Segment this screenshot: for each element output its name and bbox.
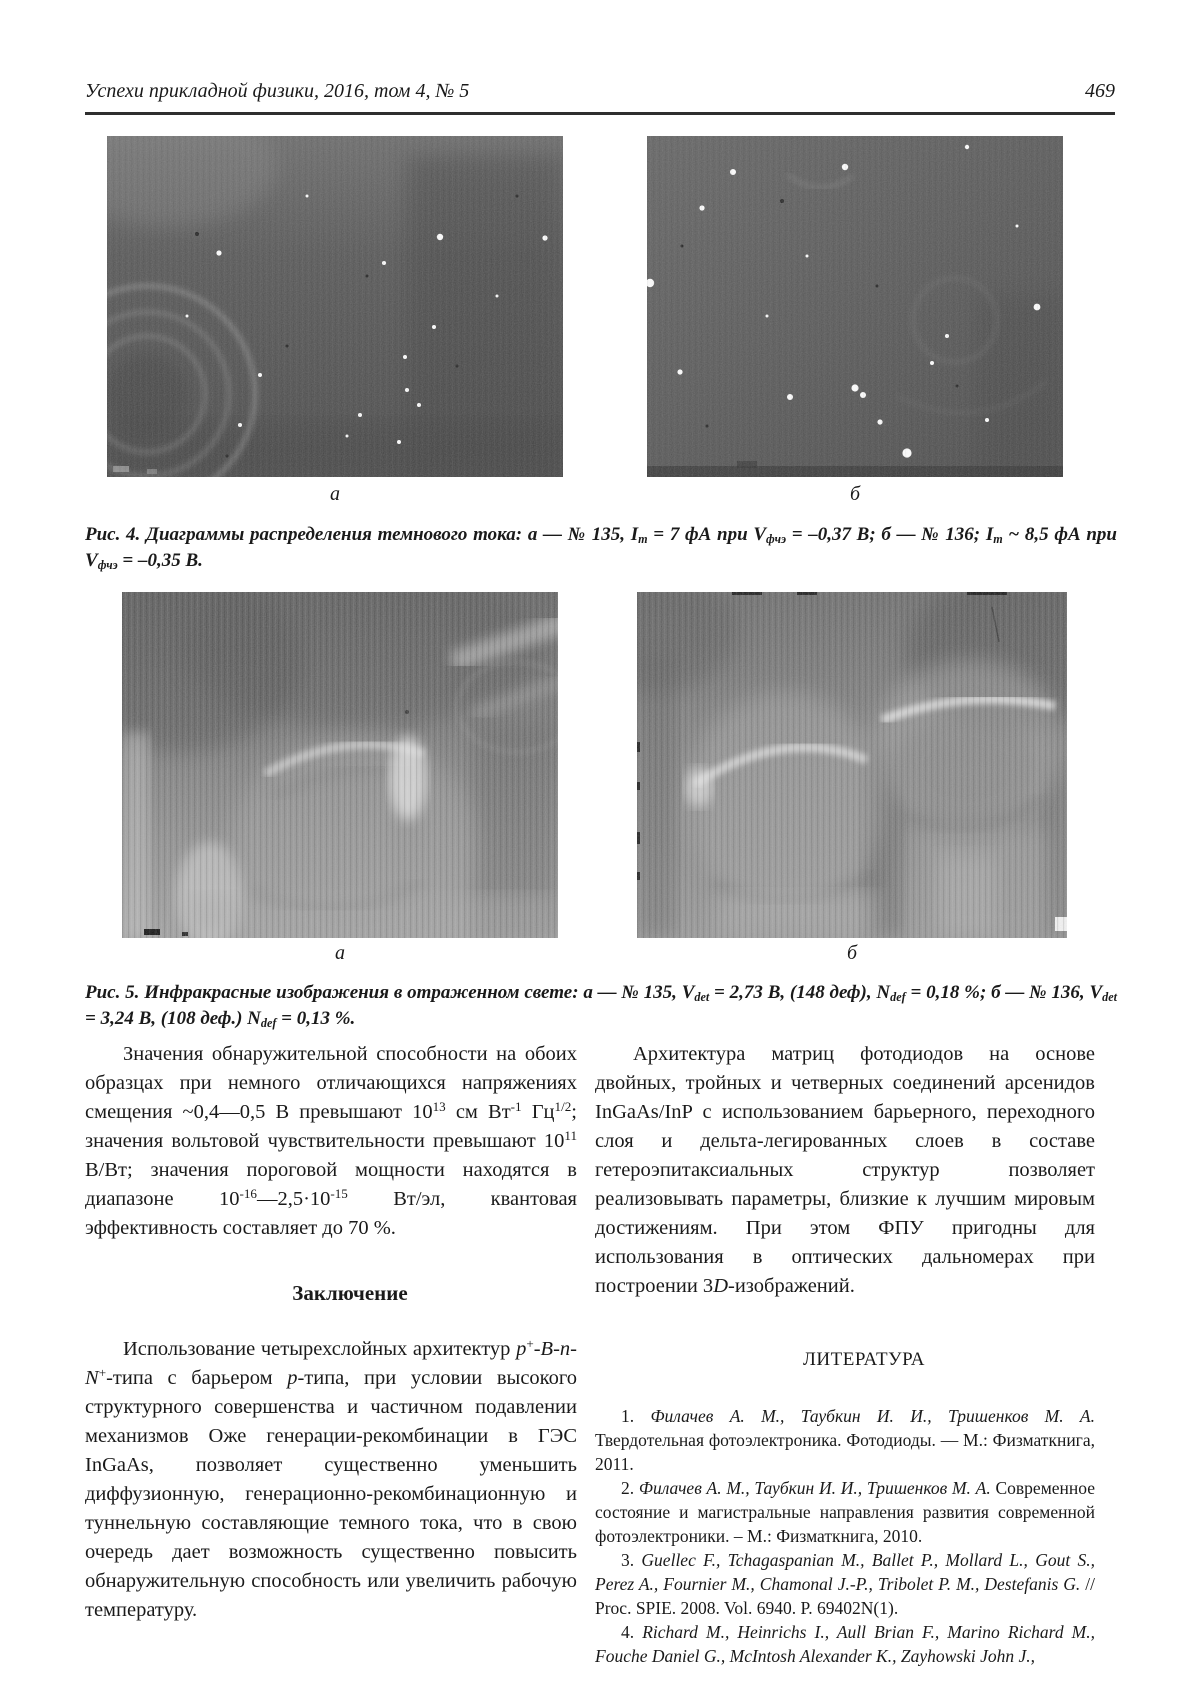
figure5a-infrared-image	[122, 592, 558, 938]
left-paragraph-conclusion: Использование четырехслойных архитектур p+-B-n-N+-типа с барьером p-типа, при условии высокого структурного совершенства и частичном подавлении механизмов Оже генерации-рекомбинации в ГЭС InGaAs, позволяет существенно уменьшить диффузионную, генерационно-рекомбинационную и туннельную составляющие темного тока, что в свою очередь дает возможность существенно повысить обнаружительную способность или увеличить рабочую температуру.	[85, 1335, 577, 1621]
references-list	[595, 1404, 1095, 1668]
figure5a-label: а	[335, 942, 345, 964]
page-header	[85, 80, 1115, 103]
reference-item-4: 4. Richard M., Heinrichs I., Aull Brian F., Marino Richard M., Fouche Daniel G., McIntosh Alexander K., Zayhowski John J.,	[595, 1622, 1095, 1666]
conclusion-heading: Заключение	[292, 1281, 408, 1305]
left-column	[85, 1040, 577, 1625]
figure5b-svg	[637, 592, 1067, 938]
figure5b-label: б	[846, 942, 858, 964]
right-paragraph-architecture: Архитектура матриц фотодиодов на основе двойных, тройных и четверных соединений арсенидов InGaAs/InP с использованием барьерного, переходного слоя и дельта-легированных слоев в составе гетероэпитаксиальных структур позволяет реализовывать параметры, близкие к лучшим мировым достижениям. При этом ФПУ пригодны для использования в оптических дальномерах при построении 3D-изображений.	[595, 1043, 1095, 1297]
figure5-caption: Рис. 5. Инфракрасные изображения в отраженном свете: а — № 135, Vdet = 2,73 В, (148 деф), Ndef = 0,18 %; б — № 136, Vdet = 3,24 В, (108 деф.) Ndef = 0,13 %.	[85, 982, 1117, 1031]
figure4a-label: а	[330, 483, 340, 505]
figure4-caption: Рис. 4. Диаграммы распределения темнового тока: а — № 135, Im = 7 фА при Vфчэ = –0,37 В; б — № 136; Im ~ 8,5 фА при Vфчэ = –0,35 В.	[85, 524, 1117, 573]
figure4b-svg	[647, 136, 1063, 477]
reference-item-1: 1. Филачев А. М., Таубкин И. И., Тришенков М. А. Твердотельная фотоэлектроника. Фотодиоды. — М.: Физматкнига, 2011.	[595, 1406, 1096, 1474]
figure4b-dark-current-image	[647, 136, 1063, 477]
figure5a-svg	[122, 592, 558, 938]
reference-item-3: 3. Guellec F., Tchagaspanian M., Ballet P., Mollard L., Gout S., Perez A., Fournier M., Chamonal J.-P., Tribolet P. M., Destefanis G. // Proc. SPIE. 2008. Vol. 6940. P. 69402N(1).	[595, 1550, 1095, 1618]
figure4a-svg	[107, 136, 563, 477]
figure4b-label: б	[849, 483, 861, 505]
figure4a-dark-current-image	[107, 136, 563, 477]
figure5b-infrared-image	[637, 592, 1067, 938]
reference-item-2: 2. Филачев А. М., Таубкин И. И., Тришенков М. А. Современное состояние и магистральные направления развития современной фотоэлектроники. – М.: Физматкнига, 2010.	[595, 1478, 1096, 1546]
page-number: 469	[1085, 80, 1115, 102]
right-column	[595, 1040, 1095, 1668]
journal-title: Успехи прикладной физики, 2016, том 4, № 5	[85, 80, 470, 102]
header-rule	[85, 112, 1115, 115]
left-paragraph-detectivity: Значения обнаружительной способности на обоих образцах при немного отличающихся напряжениях смещения ~0,4—0,5 В превышают $10^{13}$ см $Вт^{-1}$ $Гц^{1/2}$; значения вольтовой чувствительности превышают $10^{11}$ В/Вт; значения пороговой мощности находятся в диапазоне $10^{-16}—2,5\cdot 10^{-15}$ Вт/эл, квантовая эффективность составляет до 70 %.	[85, 1043, 577, 1239]
literature-heading: ЛИТЕРАТУРА	[803, 1349, 925, 1370]
